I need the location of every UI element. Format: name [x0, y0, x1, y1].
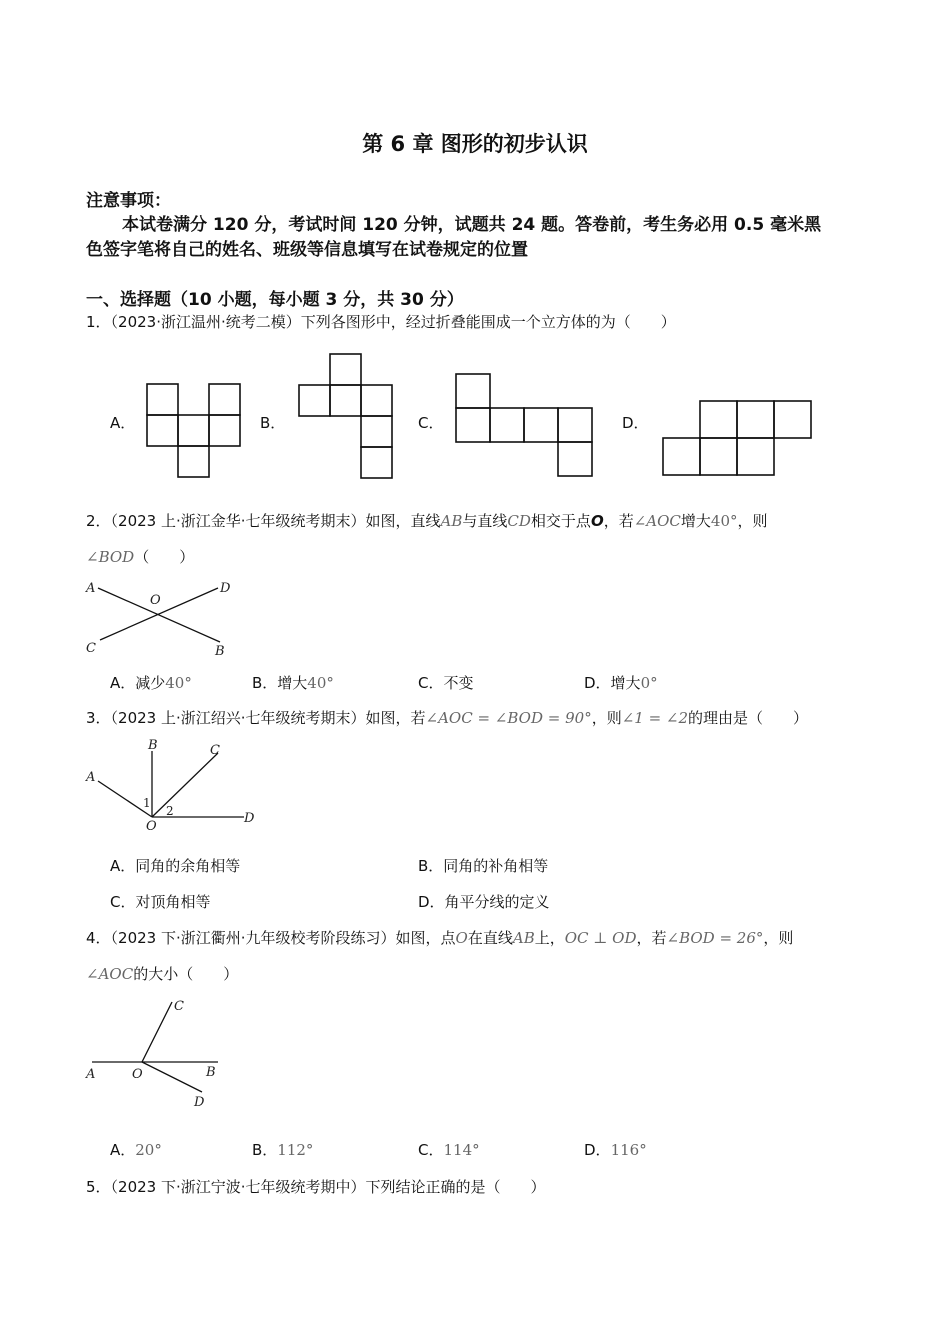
q2-stem-a: 2．（2023 上·浙江金华·七年级统考期末）如图，直线	[86, 512, 441, 530]
q2-paren: （ ）	[134, 548, 195, 566]
q4-line-ab: AB	[512, 929, 535, 947]
notice-line-1: 本试卷满分 120 分，考试时间 120 分钟，试题共 24 题。答卷前，考生务必用 0.5 毫米黑	[122, 215, 822, 235]
question-2-stem-cont	[86, 546, 194, 567]
q3-condition: ∠AOC = ∠BOD = 90°	[425, 709, 592, 727]
q2-option-a-math: 40°	[165, 674, 192, 692]
q4-option-b-label: B．	[252, 1141, 278, 1159]
q2-option-c-label: C．不变	[418, 674, 474, 692]
question-3-stem	[86, 707, 808, 728]
q3-label-a: A	[86, 770, 96, 785]
q1-net-b	[298, 353, 394, 479]
q1-option-d: D．	[622, 414, 649, 432]
question-1-stem: 1．（2023·浙江温州·统考二模）下列各图形中，经过折叠能围成一个立方体的为（ ）	[86, 313, 676, 331]
q4-stem-a: 4．（2023 下·浙江衢州·九年级校考阶段练习）如图，点	[86, 929, 456, 947]
q2-label-a: A	[86, 581, 96, 596]
q2-stem-f: ，则	[737, 512, 768, 530]
q3-option-c: C．对顶角相等	[110, 893, 211, 911]
q4-label-d: D	[194, 1095, 205, 1110]
question-2-stem	[86, 510, 768, 531]
q2-angle-bod: ∠BOD	[86, 548, 135, 566]
q2-deg-40: 40°	[710, 512, 738, 530]
section-heading: 一、选择题（10 小题，每小题 3 分，共 30 分）	[86, 290, 464, 310]
q4-label-o: O	[132, 1067, 143, 1082]
q2-label-d: D	[220, 581, 231, 596]
q4-option-c	[418, 1139, 480, 1160]
q3-option-a: A．同角的余角相等	[110, 857, 241, 875]
q2-option-a-label: A．减少	[110, 674, 166, 692]
q4-option-d-label: D．	[584, 1141, 611, 1159]
question-5-stem: 5．（2023 下·浙江宁波·七年级统考期中）下列结论正确的是（ ）	[86, 1178, 546, 1196]
q4-option-b-math: 112°	[277, 1141, 314, 1159]
q4-option-d	[584, 1139, 647, 1160]
q4-point-o: O	[455, 929, 468, 947]
q4-option-a-label: A．	[110, 1141, 136, 1159]
q2-stem-e: 增大	[680, 512, 711, 530]
q2-option-b	[252, 672, 334, 693]
q4-label-b: B	[206, 1065, 216, 1080]
q3-figure	[84, 735, 264, 835]
q3-option-d: D．角平分线的定义	[418, 893, 550, 911]
q1-net-c	[455, 373, 595, 477]
q1-option-b: B．	[260, 414, 286, 432]
q4-label-a: A	[86, 1067, 96, 1082]
q4-stem-e: ，则	[763, 929, 794, 947]
q4-option-a	[110, 1139, 162, 1160]
q3-stem-c: 的理由是（ ）	[688, 709, 809, 727]
q3-label-2: 2	[166, 804, 174, 818]
q4-condition: ∠BOD = 26°	[666, 929, 764, 947]
q3-label-o: O	[146, 819, 157, 834]
q2-line-cd: CD	[507, 512, 531, 530]
question-4-stem-cont	[86, 963, 238, 984]
q4-stem-d: ，若	[636, 929, 667, 947]
q3-option-b: B．同角的补角相等	[418, 857, 549, 875]
q2-point-o: O	[590, 512, 604, 530]
q2-option-d-label: D．增大	[584, 674, 641, 692]
notice-line-2: 色签字笔将自己的姓名、班级等信息填写在试卷规定的位置	[86, 240, 528, 260]
q3-label-d: D	[244, 811, 255, 826]
q2-option-b-label: B．增大	[252, 674, 308, 692]
q2-option-d-math: 0°	[640, 674, 658, 692]
q1-net-a	[146, 383, 242, 479]
q4-option-c-math: 114°	[443, 1141, 480, 1159]
q4-stem-c: 上，	[534, 929, 565, 947]
q2-label-c: C	[86, 641, 96, 656]
q4-option-c-label: C．	[418, 1141, 444, 1159]
q4-option-d-math: 116°	[610, 1141, 647, 1159]
q2-option-c	[418, 672, 473, 693]
q3-stem-a: 3．（2023 上·浙江绍兴·七年级统考期末）如图，若	[86, 709, 426, 727]
q2-label-o: O	[150, 593, 161, 608]
q2-option-b-math: 40°	[307, 674, 334, 692]
page-title: 第 6 章 图形的初步认识	[362, 132, 588, 156]
q2-stem-c: 相交于点	[530, 512, 591, 530]
q3-label-1: 1	[143, 796, 151, 810]
q2-label-b: B	[215, 644, 225, 659]
notice-heading: 注意事项：	[86, 191, 171, 211]
q4-option-a-math: 20°	[135, 1141, 162, 1159]
q2-option-d	[584, 672, 658, 693]
q2-stem-d: ，若	[603, 512, 634, 530]
q2-figure	[84, 576, 244, 660]
q4-stem-b: 在直线	[467, 929, 513, 947]
q1-option-c: C．	[418, 414, 444, 432]
q3-stem-b: ，则	[591, 709, 622, 727]
q3-equation: ∠1 = ∠2	[621, 709, 689, 727]
q4-label-c: C	[174, 999, 184, 1014]
q4-angle-aoc: ∠AOC	[86, 965, 134, 983]
q3-label-b: B	[148, 738, 158, 753]
q2-option-a	[110, 672, 192, 693]
q4-stem-f: 的大小（ ）	[133, 965, 239, 983]
q2-angle-aoc: ∠AOC	[633, 512, 681, 530]
q4-perpendicular: OC ⊥ OD	[564, 929, 637, 947]
q4-option-b	[252, 1139, 313, 1160]
question-4-stem	[86, 927, 793, 948]
q1-net-d	[662, 400, 816, 478]
q2-line-ab: AB	[440, 512, 463, 530]
q2-stem-b: 与直线	[462, 512, 508, 530]
q4-figure	[84, 992, 234, 1112]
q1-option-a: A．	[110, 414, 136, 432]
q3-label-c: C	[210, 743, 220, 758]
